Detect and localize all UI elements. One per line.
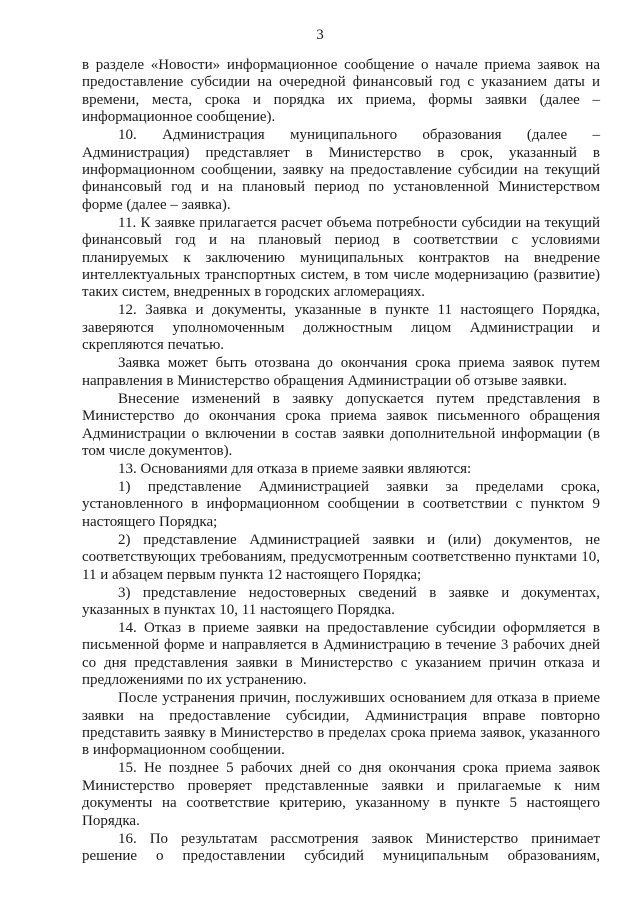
paragraph-item-10: 10. Администрация муниципального образования (далее – Администрация) представляет в Министерство в срок, указанный в информационном сообщении, заявку на предоставление субсидии на текущий финансовый год и на плановый период по установленной Министерством форме (далее – заявка). [82, 127, 600, 213]
page-number: 3 [316, 27, 324, 43]
document-body [82, 57, 600, 865]
paragraph-item-15: 15. Не позднее 5 рабочих дней со дня окончания срока приема заявок Министерство проверяет представленные заявки и прилагаемые к ним документы на соответствие критерию, указанному в пункте 5 настоящего Порядка. [82, 760, 600, 829]
paragraph-amendments: Внесение изменений в заявку допускается путем представления в Министерство до окончания срока приема заявок письменного обращения Администрации о включении в состав заявки дополнительной информации (в том числе документов). [82, 390, 600, 459]
paragraph-item-13-1: 1) представление Администрацией заявки за пределами срока, установленного в информационном сообщении в соответствии с пунктом 9 настоящего Порядка; [82, 478, 600, 530]
paragraph-withdrawal: Заявка может быть отозвана до окончания срока приема заявок путем направления в Министерство обращения Администрации об отзыве заявки. [82, 355, 600, 389]
paragraph-item-13: 13. Основаниями для отказа в приеме заявки являются: [118, 460, 472, 477]
paragraph-resubmission: После устранения причин, послуживших основанием для отказа в приеме заявки на предоставление субсидии, Администрация вправе повторно представить заявку в Министерство в пределах срока приема заявок, указанного в информационном сообщении. [82, 690, 600, 759]
paragraph-item-13-2: 2) представление Администрацией заявки и (или) документов, не соответствующих требованиям, предусмотренным соответственно пунктами 10, 11 и абзацем первым пункта 12 настоящего Порядка; [82, 531, 600, 583]
paragraph-item-12: 12. Заявка и документы, указанные в пункте 11 настоящего Порядка, заверяются уполномоченным должностным лицом Администрации и скрепляются печатью. [82, 302, 600, 354]
paragraph-continuation: в разделе «Новости» информационное сообщение о начале приема заявок на предоставление субсидии на очередной финансовый год с указанием даты и времени, места, срока и порядка их приема, формы заявки (далее – информационное сообщение). [82, 57, 600, 126]
paragraph-item-16: 16. По результатам рассмотрения заявок Министерство принимает решение о предоставлении субсидий муниципальным образованиям, [82, 830, 600, 864]
paragraph-item-14: 14. Отказ в приеме заявки на предоставление субсидии оформляется в письменной форме и направляется в Администрацию в течение 3 рабочих дней со дня представления заявки в Министерство с указанием причин отказа и предложениями по их устранению. [82, 619, 600, 689]
paragraph-item-13-3: 3) представление недостоверных сведений в заявке и документах, указанных в пунктах 10, 11 настоящего Порядка. [82, 584, 600, 618]
paragraph-item-11: 11. К заявке прилагается расчет объема потребности субсидии на текущий финансовый год и на плановый период в соответствии с условиями планируемых к заключению муниципальных контрактов на внедрение интеллектуальных транспортных систем, в том числе модернизацию (развитие) таких систем, внедренных в городских агломерациях. [82, 214, 600, 301]
